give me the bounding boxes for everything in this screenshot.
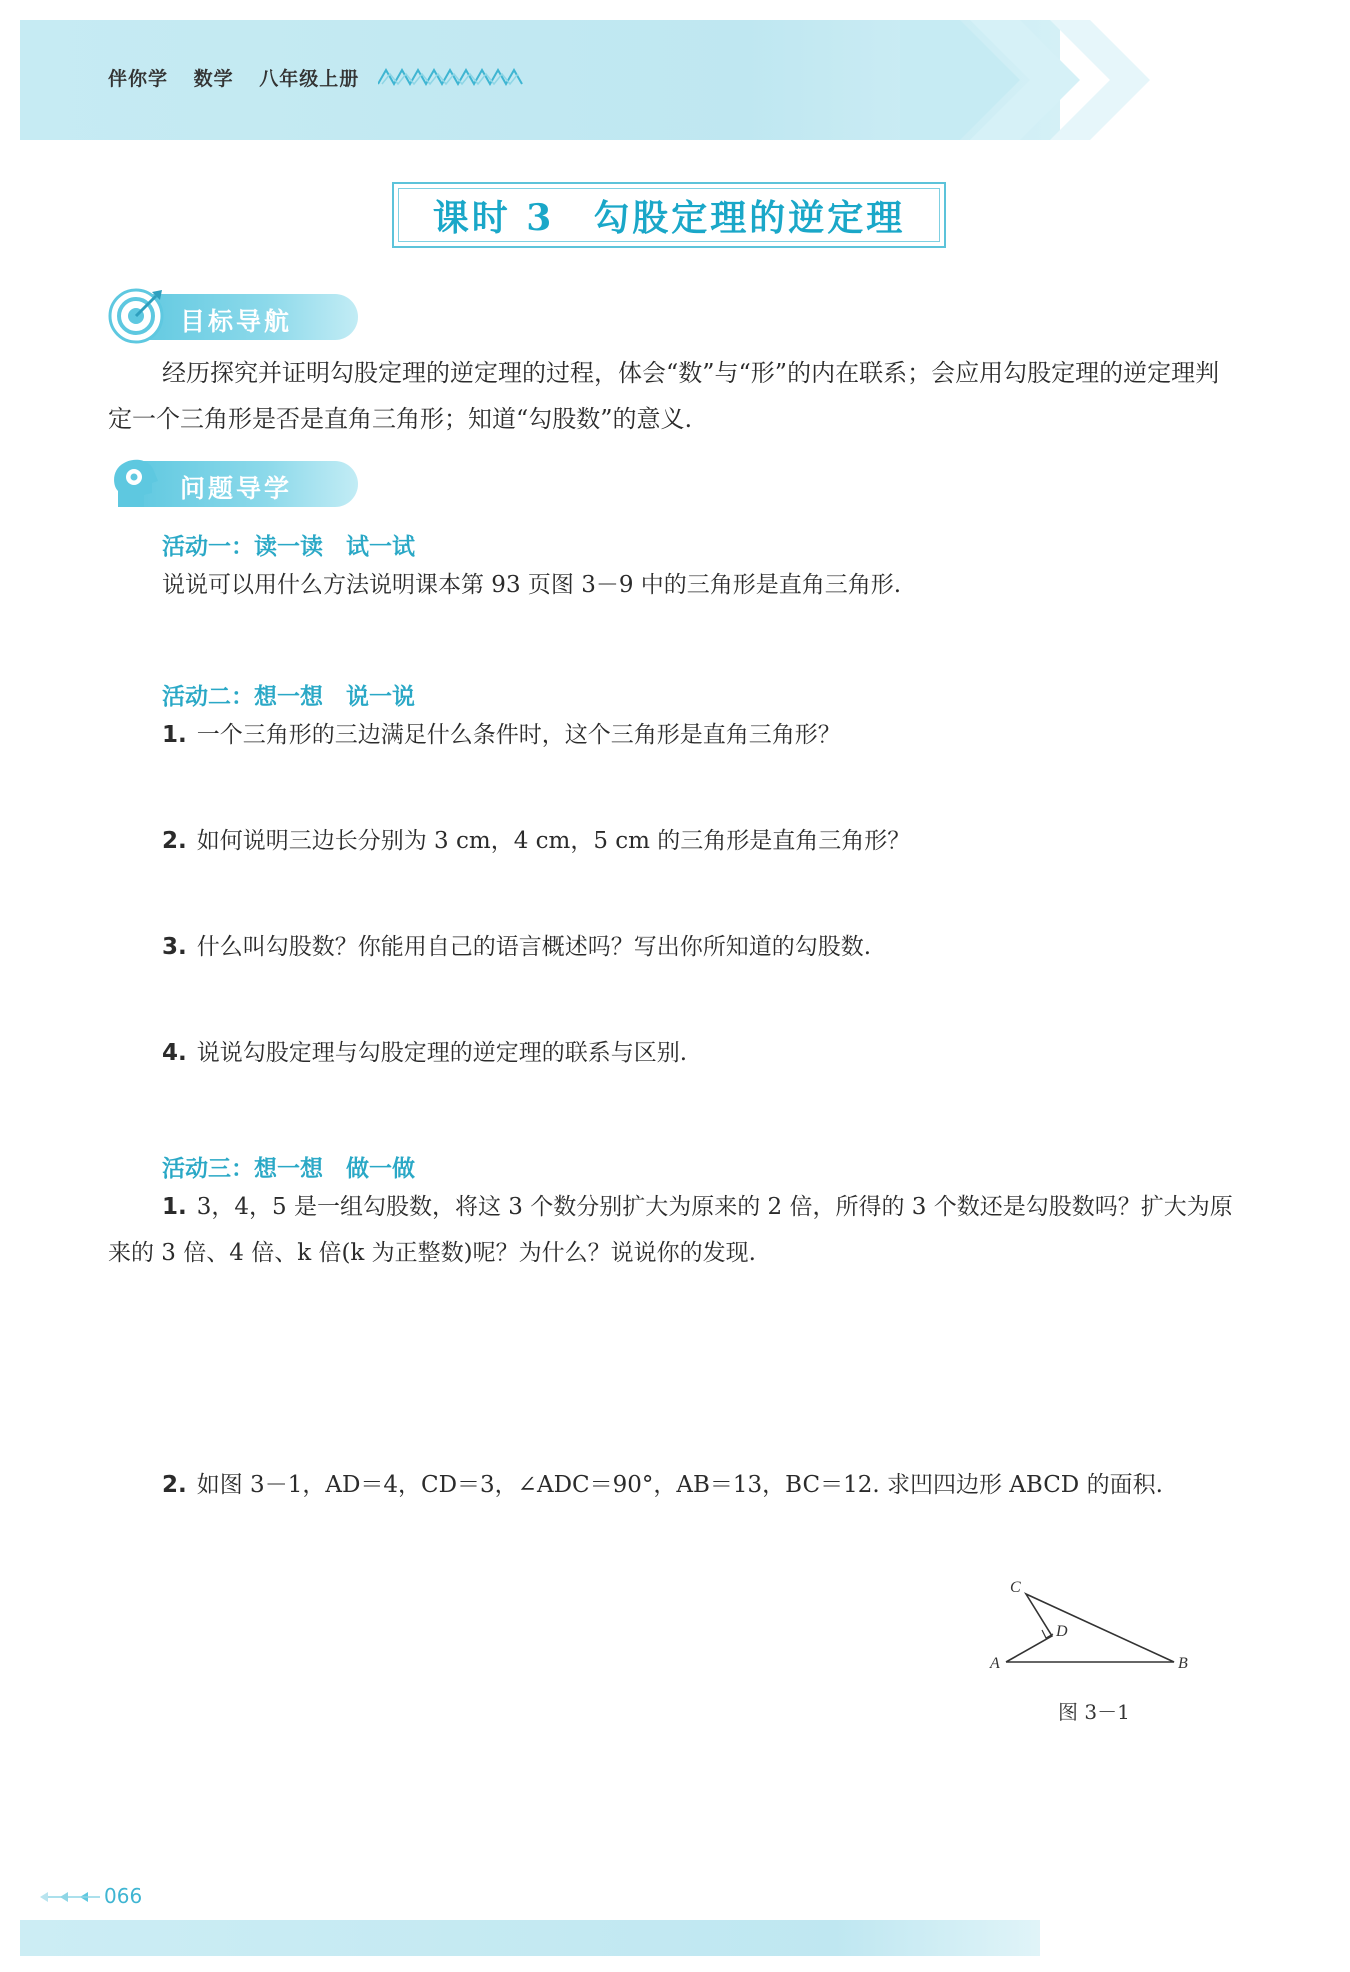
question-text: 什么叫勾股数？你能用自己的语言概述吗？写出你所知道的勾股数. xyxy=(196,934,872,960)
section-goals-header xyxy=(108,288,368,344)
point-label-d: D xyxy=(1056,1623,1068,1640)
question-text: 说说可以用什么方法说明课本第 93 页图 3－9 中的三角形是直角三角形. xyxy=(162,572,902,598)
book-subject: 数学 xyxy=(193,68,234,90)
lesson-title-box xyxy=(392,182,946,248)
activity-1-title: 活动一：读一读 试一试 xyxy=(162,534,415,560)
activity-2-question-3 xyxy=(162,924,1232,970)
figure-quadrilateral xyxy=(980,1570,1210,1680)
question-number: 1. xyxy=(162,1194,187,1220)
question-number: 4. xyxy=(162,1040,187,1066)
footer-band xyxy=(20,1920,1040,1956)
question-number: 2. xyxy=(162,828,187,854)
question-number: 3. xyxy=(162,934,187,960)
point-label-a: A xyxy=(990,1655,1000,1672)
activity-2-question-1 xyxy=(162,712,1232,758)
activity-1-question xyxy=(162,562,1232,608)
page-title: 课时 3 勾股定理的逆定理 xyxy=(398,188,940,242)
head-gear-icon xyxy=(108,455,164,511)
breadcrumb xyxy=(108,64,377,91)
book-grade: 八年级上册 xyxy=(259,68,360,90)
question-text: 说说勾股定理与勾股定理的逆定理的联系与区别. xyxy=(196,1040,688,1066)
activity-3-question-1 xyxy=(108,1184,1238,1276)
figure-outline xyxy=(1006,1594,1174,1662)
activity-2-question-2 xyxy=(162,818,1232,864)
book-series: 伴你学 xyxy=(108,68,169,90)
goals-text: 经历探究并证明勾股定理的逆定理的过程，体会“数”与“形”的内在联系；会应用勾股定理的逆定理判定一个三角形是否是直角三角形；知道“勾股数”的意义. xyxy=(108,359,1220,433)
point-label-b: B xyxy=(1178,1655,1188,1672)
question-number: 1. xyxy=(162,722,187,748)
question-text: 如何说明三边长分别为 3 cm，4 cm，5 cm 的三角形是直角三角形？ xyxy=(196,828,911,854)
question-number: 2. xyxy=(162,1472,187,1498)
activity-3-question-2 xyxy=(108,1462,1238,1508)
activity-2-title: 活动二：想一想 说一说 xyxy=(162,684,415,710)
question-text: 3，4，5 是一组勾股数，将这 3 个数分别扩大为原来的 2 倍，所得的 3 个数还是勾股数吗？扩大为原来的 3 倍、4 倍、k 倍(k 为正整数)呢？为什么？说说你的发现. xyxy=(108,1194,1233,1266)
header-chevron-decoration xyxy=(900,20,1220,140)
point-label-c: C xyxy=(1010,1579,1021,1596)
page-arrow-icon xyxy=(40,1890,102,1904)
activity-2-question-4 xyxy=(162,1030,1232,1076)
target-icon xyxy=(108,288,164,344)
figure-caption: 图 3－1 xyxy=(1058,1700,1130,1724)
zigzag-decoration xyxy=(378,68,523,86)
activity-3-title: 活动三：想一想 做一做 xyxy=(162,1156,415,1182)
question-text: 如图 3－1，AD＝4，CD＝3，∠ADC＝90°，AB＝13，BC＝12. 求凹四边形 ABCD 的面积. xyxy=(196,1472,1163,1498)
section-guide-header xyxy=(108,455,368,511)
page-number: 066 xyxy=(104,1884,143,1908)
question-text: 一个三角形的三边满足什么条件时，这个三角形是直角三角形？ xyxy=(196,722,841,748)
section-guide-label: 问题导学 xyxy=(180,474,293,503)
section-goals-label: 目标导航 xyxy=(180,307,293,336)
